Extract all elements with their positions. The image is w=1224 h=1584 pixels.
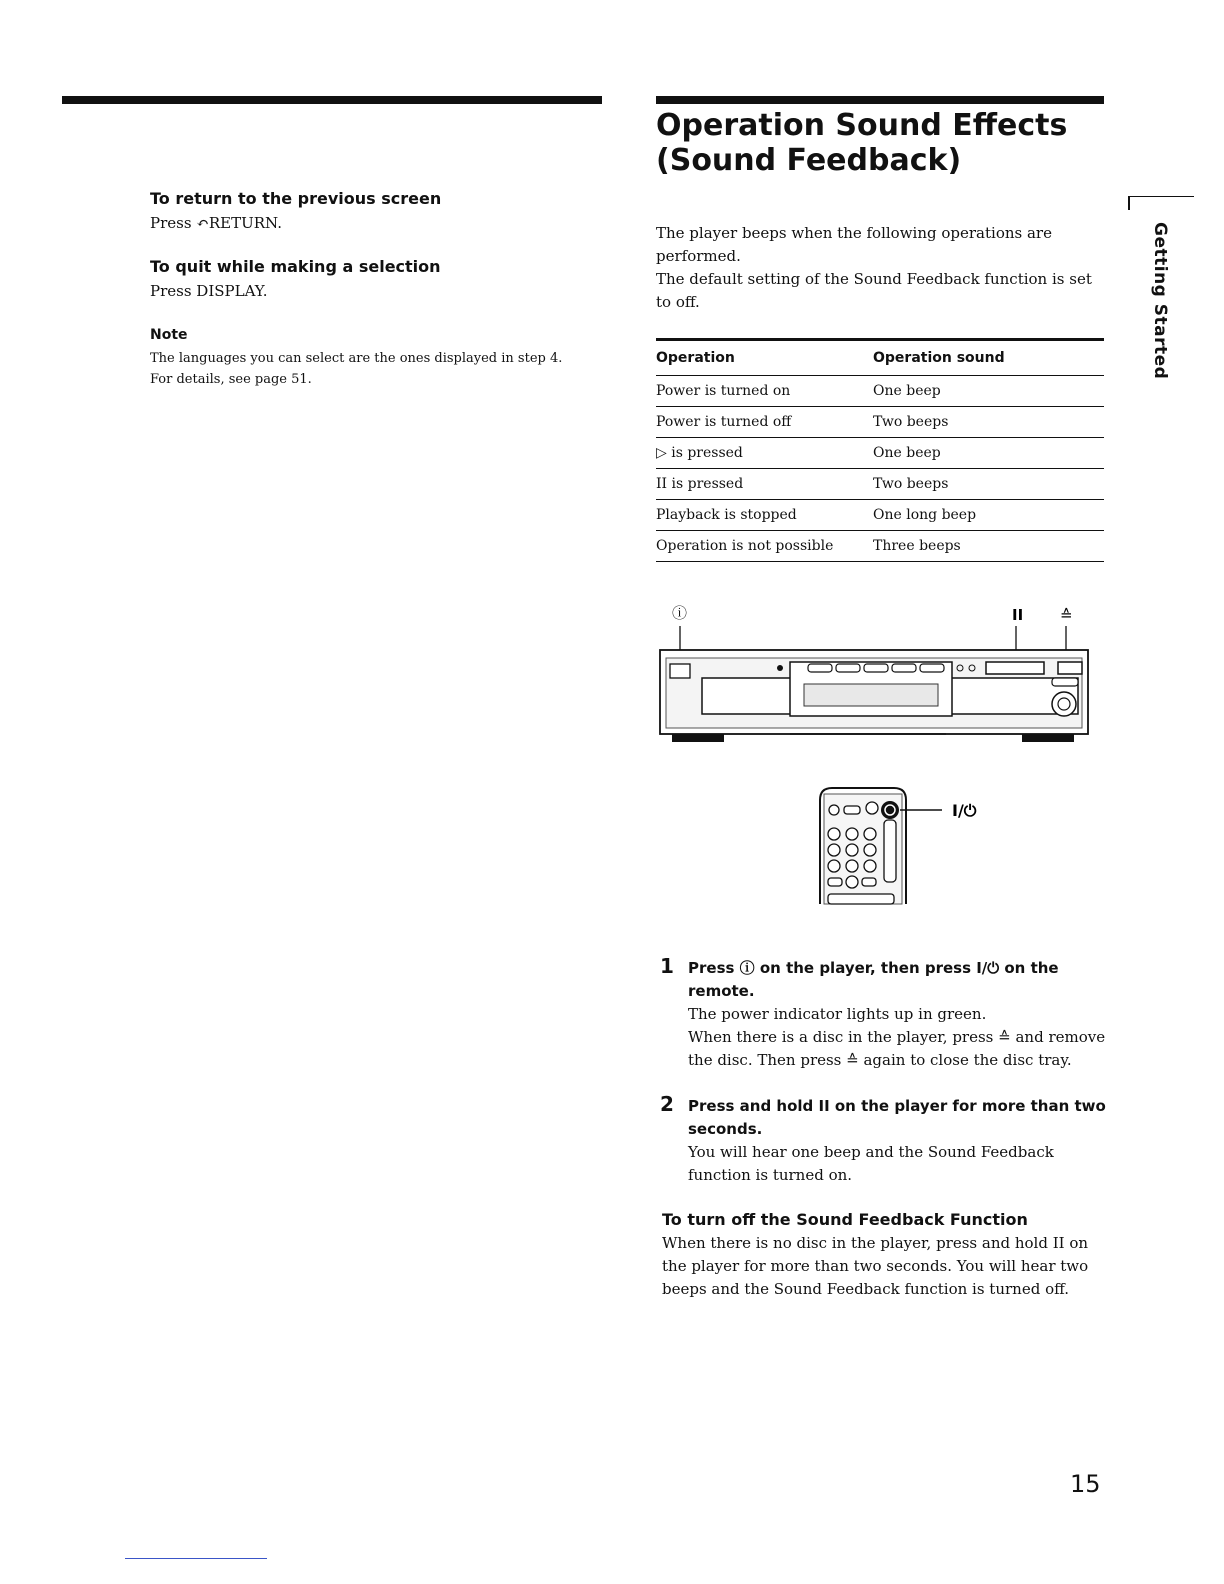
remote-power-label: I/⏻ <box>952 801 977 820</box>
table-cell-sound: One long beep <box>873 500 1104 531</box>
operation-sound-table <box>656 338 1104 562</box>
section-tab-rule <box>1128 196 1194 197</box>
table-cell-operation: Power is turned on <box>656 376 873 407</box>
step-1-number: 1 <box>660 954 674 978</box>
step-1-heading-line-1: Press ⓘ on the player, then press I/⏻ on the <box>688 959 1059 977</box>
table-cell-sound: Three beeps <box>873 531 1104 562</box>
turn-off-line-1: When there is no disc in the player, press and hold II on <box>662 1234 1089 1252</box>
return-body: Press ↶RETURN. <box>150 214 282 232</box>
step-2-body-line-2: function is turned on. <box>688 1166 853 1184</box>
intro-line-1: The player beeps when the following operations are <box>656 224 1052 242</box>
step-2-body <box>688 1141 1118 1187</box>
eject-button <box>1058 662 1082 674</box>
jog-dial <box>1052 692 1076 716</box>
table-row <box>656 376 1104 407</box>
step-1-body <box>688 1003 1118 1072</box>
return-heading: To return to the previous screen <box>150 189 442 208</box>
table-cell-operation: ▷ is pressed <box>656 438 873 469</box>
right-header-rule <box>656 96 1104 104</box>
quit-body: Press DISPLAY. <box>150 282 268 300</box>
section-tab-label: Getting Started <box>1150 222 1170 380</box>
turn-off-heading: To turn off the Sound Feedback Function <box>662 1210 1028 1229</box>
step-1-body-line-2: When there is a disc in the player, press ≙ and remove <box>688 1028 1106 1046</box>
note-line-1: The languages you can select are the ones displayed in step 4. <box>150 351 563 366</box>
header-operation: Operation <box>656 340 873 376</box>
step-1-body-line-3: the disc. Then press ≙ again to close the disc tray. <box>688 1051 1072 1069</box>
table-row <box>656 438 1104 469</box>
remote-illustration <box>812 780 1012 910</box>
section-tab-tick <box>1128 196 1130 210</box>
table-row <box>656 407 1104 438</box>
footer-rule <box>125 1558 267 1559</box>
turn-off-line-2: the player for more than two seconds. You will hear two <box>662 1257 1089 1275</box>
turn-off-body <box>662 1232 1112 1301</box>
step-2-body-line-1: You will hear one beep and the Sound Feedback <box>688 1143 1054 1161</box>
step-2-heading <box>688 1095 1108 1141</box>
turn-off-line-3: beeps and the Sound Feedback function is turned off. <box>662 1280 1069 1298</box>
table-cell-operation: Operation is not possible <box>656 531 873 562</box>
table-cell-operation: Playback is stopped <box>656 500 873 531</box>
table-cell-sound: Two beeps <box>873 469 1104 500</box>
intro-line-3: The default setting of the Sound Feedback function is set <box>656 270 1092 288</box>
table-row <box>656 469 1104 500</box>
header-operation-sound: Operation sound <box>873 340 1104 376</box>
step-1-body-line-1: The power indicator lights up in green. <box>688 1005 987 1023</box>
table-cell-sound: One beep <box>873 438 1104 469</box>
table-row <box>656 500 1104 531</box>
power-button-label: ⓘ <box>672 604 688 622</box>
title-line-2: (Sound Feedback) <box>656 143 962 178</box>
table-cell-operation: II is pressed <box>656 469 873 500</box>
table-row <box>656 531 1104 562</box>
intro-paragraph <box>656 222 1096 314</box>
step-1-heading-line-2: remote. <box>688 982 755 1000</box>
page-title <box>656 108 1116 178</box>
cd-player-illustration <box>656 600 1096 750</box>
note-heading: Note <box>150 327 188 343</box>
page-number: 15 <box>1070 1470 1101 1498</box>
step-1-heading <box>688 957 1108 1003</box>
table-cell-sound: Two beeps <box>873 407 1104 438</box>
table-header-row <box>656 340 1104 376</box>
title-line-1: Operation Sound Effects <box>656 108 1068 143</box>
pause-button-label: II <box>1012 606 1024 624</box>
quit-heading: To quit while making a selection <box>150 257 441 276</box>
eject-button-label: ≙ <box>1060 606 1073 624</box>
intro-line-4: to off. <box>656 293 700 311</box>
left-header-rule <box>62 96 602 104</box>
remote-power-button <box>881 801 899 819</box>
step-2-heading-line-2: seconds. <box>688 1120 763 1138</box>
note-line-2: For details, see page 51. <box>150 372 312 387</box>
power-button <box>670 664 690 678</box>
transport-buttons <box>986 662 1044 674</box>
table-cell-operation: Power is turned off <box>656 407 873 438</box>
intro-line-2: performed. <box>656 247 741 265</box>
table-cell-sound: One beep <box>873 376 1104 407</box>
step-2-number: 2 <box>660 1092 674 1116</box>
step-2-heading-line-1: Press and hold II on the player for more than two <box>688 1097 1106 1115</box>
